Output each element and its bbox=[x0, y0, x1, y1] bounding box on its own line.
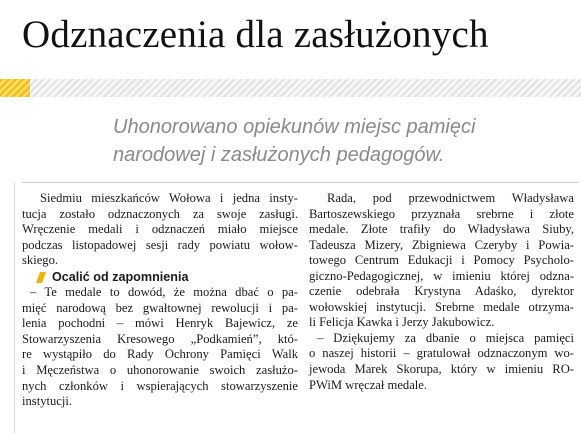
accent-stripe bbox=[0, 79, 30, 97]
text-line: towego Centrum Edukacji i Pomocy Psycholo- bbox=[309, 253, 574, 268]
text-line: skiego. bbox=[22, 253, 59, 268]
column-top-rule bbox=[22, 182, 579, 183]
text-line: wołowskiej instytucji. Srebrne medale otrzyma- bbox=[309, 299, 574, 314]
text-line: Bartoszewskiego przyznała srebrne i złote bbox=[309, 206, 574, 221]
left-column bbox=[22, 191, 298, 410]
text-line: medale. Złote trafiły do Władysława Siuby, bbox=[309, 222, 574, 237]
text-line: lenia pochodni – mówi Henryk Bajewicz, ze bbox=[22, 316, 298, 331]
text-line: giczno-Pedagogicznej, w imieniu której odzna- bbox=[309, 268, 574, 283]
article-title: Odznaczenia dla zasłużonych bbox=[22, 13, 489, 56]
text-line: instytucji. bbox=[22, 394, 73, 409]
right-column bbox=[309, 191, 574, 393]
article-lead: Uhonorowano opiekunów miejsc pamięci narodowej i zasłużonych pedagogów. bbox=[113, 116, 476, 166]
text-line: li Felicja Kawka i Jerzy Jakubowicz. bbox=[309, 315, 495, 330]
left-paragraph-1 bbox=[22, 191, 298, 269]
subhead-marker-icon bbox=[36, 272, 46, 283]
text-line: – Te medale to dowód, że można dbać o pa- bbox=[30, 285, 298, 300]
right-paragraph-2 bbox=[309, 331, 574, 393]
text-line: mięć narodową bez gwałtownej rewolucji i pa- bbox=[22, 300, 298, 315]
text-line: podczas listopadowej sesji rady powiatu wołow- bbox=[22, 237, 298, 252]
text-line: czenie odebrała Krystyna Adaśko, dyrektor bbox=[309, 284, 574, 299]
text-line: i Męczeństwa o uhonorowanie swoich zasłużo- bbox=[22, 363, 298, 378]
right-paragraph-1 bbox=[309, 191, 574, 331]
text-line: PWiM wręczał medale. bbox=[309, 377, 428, 392]
text-line: nych członków i wspierających stowarzyszenie bbox=[22, 378, 298, 393]
text-line: tucja zostało odznaczonych za swoje zasługi. bbox=[22, 206, 298, 221]
text-line: Wręczenie medali i odznaczeń miało miejsce bbox=[22, 222, 298, 237]
decorative-stripe-bar bbox=[0, 79, 581, 97]
text-line: o naszej historii – gratulował odznaczonym wo- bbox=[309, 346, 574, 361]
text-line: Siedmiu mieszkańców Wołowa i jedna insty- bbox=[40, 191, 298, 205]
text-line: Stowarzyszenia Kresowego „Podkamień”, któ- bbox=[22, 331, 298, 346]
text-line: – Dziękujemy za dbanie o miejsca pamięci bbox=[317, 330, 574, 345]
subheading-text: Ocalić od zapomnienia bbox=[52, 269, 189, 284]
text-line: Tadeusza Mizery, Zbigniewa Czeryby i Powia- bbox=[309, 237, 574, 252]
text-line: re wystąpiło do Rady Ochrony Pamięci Walk bbox=[22, 347, 298, 362]
text-line: Rada, pod przewodnictwem Władysława bbox=[327, 191, 574, 205]
left-margin-rule bbox=[14, 182, 15, 433]
section-subheading bbox=[22, 270, 298, 286]
left-paragraph-2 bbox=[22, 285, 298, 409]
text-line: jewoda Marek Skorupa, który w imieniu RO- bbox=[309, 362, 574, 377]
